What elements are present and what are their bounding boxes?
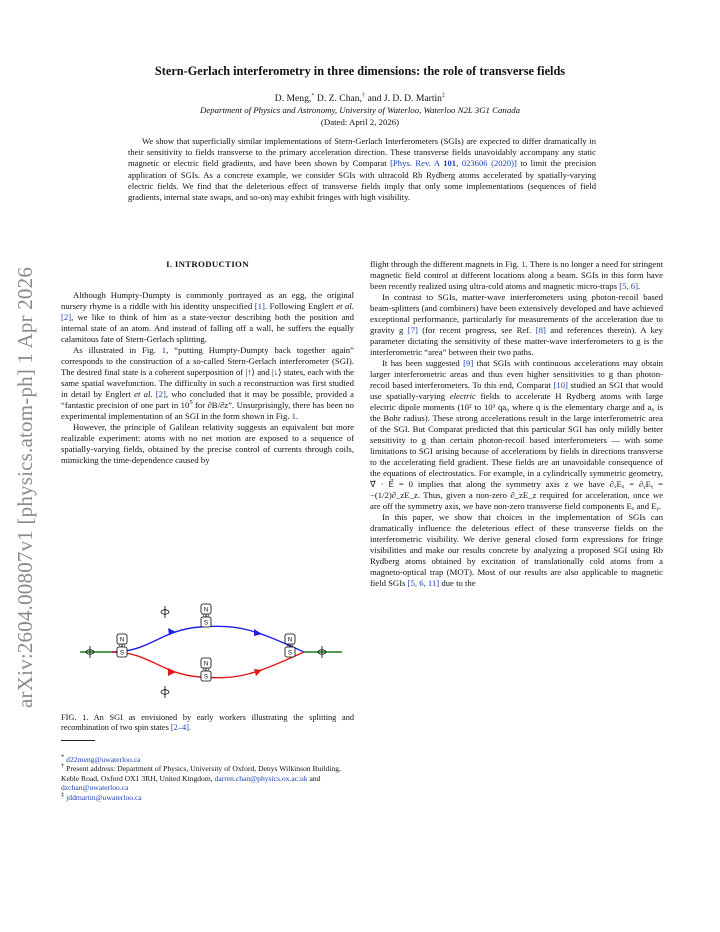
citation-link[interactable]: [10] bbox=[553, 380, 568, 390]
footnote-3: ‡ jddmartin@uwaterloo.ca bbox=[61, 791, 142, 802]
right-column-text bbox=[370, 259, 663, 589]
footnote-rule bbox=[61, 740, 95, 741]
affiliation: Department of Physics and Astronomy, University of Waterloo, Waterloo N2L 3G1 Canada bbox=[199, 105, 521, 115]
abstract-text-2: to limit the precision application of SGIs. As a concrete example, we consider SGIs with ultracold Rb Rydberg atoms accelerated by spatially-varying electric fields. We find that the deleterious effect of transverse fields imply that only some implementations (sequences of field gradients, internal state swaps, and so-on) may exhibit fringes with high visibility. bbox=[128, 158, 596, 203]
citation-link[interactable]: [5, 6, 11] bbox=[407, 578, 440, 588]
north-pole-label: N bbox=[203, 607, 209, 614]
footnote-mark-star[interactable]: * bbox=[311, 91, 315, 99]
figure-1-caption: FIG. 1. An SGI as envisioned by early workers illustrating the splitting and recombination of two spin states [2–4]. bbox=[61, 713, 354, 733]
citation-link[interactable]: [5, 6] bbox=[619, 281, 639, 291]
email-link[interactable]: jddmartin@uwaterloo.ca bbox=[66, 792, 142, 802]
magnet-2 bbox=[201, 604, 211, 627]
citation-link[interactable]: [8] bbox=[535, 325, 546, 335]
arxiv-identifier: arXiv:2604.00807v1 [physics.atom-ph] 1 Apr 2026 bbox=[13, 266, 37, 708]
arrow-head bbox=[168, 628, 176, 635]
abstract-citation-link[interactable]: [Phys. Rev. A 101, 023606 (2020)] bbox=[390, 158, 517, 169]
section-heading-introduction: I. INTRODUCTION bbox=[166, 259, 249, 269]
paragraph: Although Humpty-Dumpty is commonly portrayed as an egg, the original nursery rhyme is a riddle with his identity unspecified [1]. Following Englert et al. [2], we like to think of him as a state-vector describing both the position and internal state of an atom. And instead of falling off a wall, he suffers the equally calamitous fate of Stern-Gerlach splitting. bbox=[61, 290, 354, 344]
magnet-1 bbox=[117, 634, 127, 657]
figure-1-sgi-diagram bbox=[80, 600, 350, 700]
paragraph: In this paper, we show that choices in the implementation of SGIs can dramatically influence the deleterious effect of these transverse fields on the interferometric visibility. We derive general closed form expressions for fringe visibilities and make our results concrete by analyzing a proposed SGI using Rb Rydberg atoms obtained by excitation of translationally cold atoms from a magneto-optical trap (MOT). Most of our results are also applicable to magnetic field SGIs [5, 6, 11] due to the bbox=[370, 512, 663, 588]
footnote-1: * d22meng@uwaterloo.ca bbox=[61, 753, 141, 764]
north-pole-label: N bbox=[203, 661, 209, 668]
abstract bbox=[128, 136, 596, 203]
citation-link[interactable]: [1] bbox=[254, 301, 265, 311]
email-link[interactable]: dzchan@uwaterloo.ca bbox=[61, 783, 129, 793]
footnote-mark-dagger[interactable]: † bbox=[361, 91, 366, 99]
arrow-head bbox=[168, 668, 176, 676]
citation-link[interactable]: [7] bbox=[407, 325, 418, 335]
left-column-text bbox=[61, 290, 354, 466]
date-line: (Dated: April 2, 2026) bbox=[320, 117, 400, 127]
citation-link[interactable]: [2] bbox=[61, 312, 72, 322]
footnote-2: † Present address: Department of Physics, University of Oxford, Denys Wilkinson Building, Keble Road, Oxford OX1 3RH, United Kingdom, darren.chan@physics.ox.ac.uk and dzchan@uwaterloo.ca bbox=[61, 762, 341, 793]
paragraph: In contrast to SGIs, matter-wave interferometers using photon-recoil based beam-splitters (and combiners) have been extensively developed and have achieved exceptional performance, particularly for measurements of the acceleration due to gravity g [7] (for recent progress, see Ref. [8] and references therein). A key parameter dictating the sensitivity of these matter-wave interferometers to g is the interferometric “area” between their two paths. bbox=[370, 292, 664, 357]
author-chan: D. Z. Chan, bbox=[314, 93, 362, 104]
paragraph: As illustrated in Fig. 1, “putting Humpty-Dumpty back together again” corresponds to the construction of a so-called Stern-Gerlach interferometer (SGI). The desired final state is a coherent superposition of |↑⟩ and |↓⟩ states, each with the same spatial wavefunction. The difficulty in such a reconstruction was first studied in detail by Englert et al. [2], who concluded that it may be possible, provided a “fantastic precision of one part in $10^5$ for ∂B/∂z”. Unsurprisingly, there has been no experimental implementation of an SGI in the form shown in Fig. 1. bbox=[61, 345, 355, 421]
figure-link[interactable]: 1 bbox=[521, 259, 526, 269]
arrow-head bbox=[254, 669, 262, 676]
email-link[interactable]: darren.chan@physics.ox.ac.uk bbox=[214, 773, 308, 783]
magnet-3 bbox=[201, 658, 211, 681]
south-pole-label: S bbox=[203, 674, 209, 681]
citation-link[interactable]: [2] bbox=[152, 389, 166, 399]
south-pole-label: S bbox=[203, 620, 209, 627]
author-martin: and J. D. D. Martin bbox=[365, 93, 442, 104]
arrow-head bbox=[254, 629, 262, 636]
north-pole-label: N bbox=[119, 637, 125, 644]
magnet-group bbox=[117, 604, 295, 681]
citation-link[interactable]: [9] bbox=[463, 358, 474, 368]
author-list bbox=[0, 93, 720, 104]
figure-link[interactable]: 1 bbox=[291, 411, 297, 421]
email-link[interactable]: d22meng@uwaterloo.ca bbox=[66, 755, 141, 764]
paragraph: It has been suggested [9] that SGIs with continuous accelerations may obtain larger interferometric areas and thus even higher sensitivities to g than photon-recoil based interferometers. To this end, Comparat [10] studied an SGI that would use spatially-varying electric fields to accelerate H Rydberg atoms with large electric dipole moments (10² to 10³ qa₀ where q is the elementary charge and a₀ is the Bohr radius). These strong accelerations result in the large interferometric area of the SGI. But Comparat predicted that this particular SGI has only mildly better sensitivity to g than certain photon-recoil based interferometers — with some limitations to SGI arising because of accelerations by fields in directions transverse to the accelerating field gradient. These fields are an unavoidable consequence of the equations of electrostatics. For example, in a cylindrically symmetric geometry, ∇⃗ · E⃗ = 0 implies that along the symmetry axis z we have ∂ₓEₓ = ∂ᵧEᵧ = −(1/2)∂_zE_z. Thus, given a non-zero ∂_zE_z required for acceleration, once we are off the symmetry axis, we have non-zero transverse field components Eₓ and Eᵧ. bbox=[370, 358, 664, 511]
south-pole-label: S bbox=[119, 650, 125, 657]
citation-link[interactable]: [2–4] bbox=[170, 723, 189, 733]
paragraph: However, the principle of Galilean relativity suggests an equivalent but more realizable experiment: atoms with no net motion are exposed to a sequence of spatially-varying fields, obtained by the precise control of currents through coils, mimicking the time-dependence caused by bbox=[61, 422, 354, 465]
footnotes bbox=[61, 755, 354, 802]
north-pole-label: N bbox=[287, 637, 293, 644]
abstract-text-1: We show that superficially similar implementations of Stern-Gerlach Interferometers (SGIs) are expected to differ dramatically in their sensitivity to fields transverse to the primary acceleration direction. These transverse fields unavoidably accompany any static magnetic or electric field gradients, and have been shown by Comparat bbox=[128, 136, 596, 169]
upper-path bbox=[112, 626, 304, 652]
figure-link[interactable]: 1 bbox=[161, 345, 167, 355]
footnote-mark-ddagger[interactable]: ‡ bbox=[441, 91, 446, 99]
paragraph: flight through the different magnets in Fig. 1. There is no longer a need for stringent magnetic field control at different locations along a beam. SGIs in this form have been recently realized using ultra-cold atoms and magnetic micro-traps [5, 6]. bbox=[370, 259, 664, 291]
author-meng: D. Meng, bbox=[274, 93, 312, 104]
paper-title: Stern-Gerlach interferometry in three dimensions: the role of transverse fields bbox=[154, 64, 566, 78]
south-pole-label: S bbox=[287, 650, 293, 657]
